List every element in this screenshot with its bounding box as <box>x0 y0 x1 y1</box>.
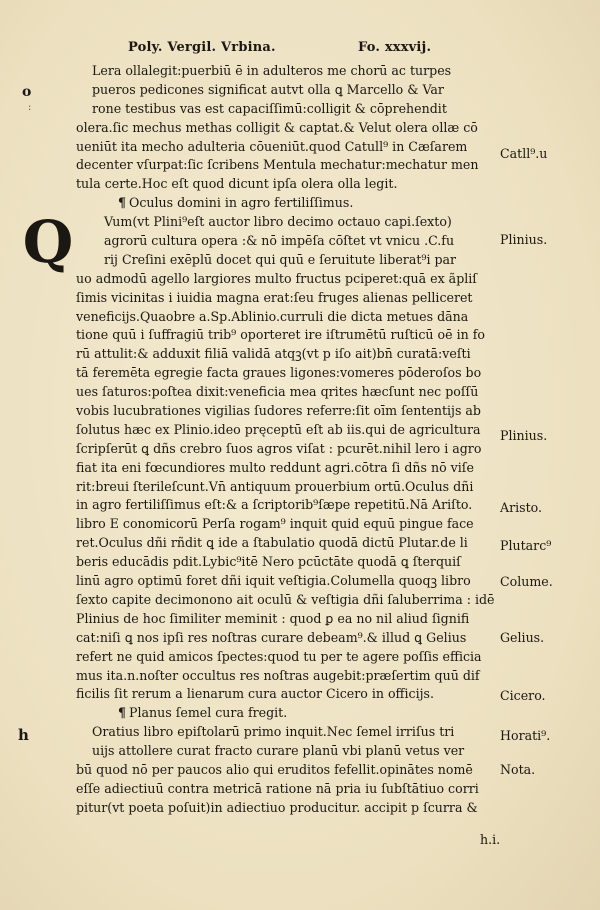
text-line: in agro fertiliſſimus eſt:& a ſcriptorib⁹ſæpe repetitū.Nā Ariſto. <box>76 497 473 513</box>
section-heading <box>76 194 496 213</box>
heading-text: Planus ſemel cura fregit. <box>129 705 288 721</box>
margin-note-catull: Catll⁹.u <box>500 146 548 161</box>
margin-note-horati: Horati⁹. <box>500 728 551 743</box>
text-line: tione quū i ſuffragiū trib⁹ oporteret ire iſtrumētū ruſticū oē in fo <box>76 327 485 343</box>
text-line: beris educādis pdit.Lybic⁹itē Nero pcūctāte quodā ꝗ ſterquiſ <box>76 554 461 570</box>
text-line: Lera ollalegit:puerbiū ē in adulteros me chorū ac turpes <box>92 63 452 78</box>
text-line: Vum(vt Plini⁹eſt auctor libro decimo octauo capi.ſexto) <box>104 214 452 230</box>
heading-text: Oculus domini in agro fertiliſſimus. <box>129 195 354 211</box>
text-line: fiat ita eni fœcundiores multo reddunt agri.cōtra ſi dñs nō viſe <box>76 459 474 475</box>
text-line: rij Creſini exēplū docet qui quū e ſeruitute liberat⁹i par <box>104 251 457 267</box>
margin-note-colume: Colume. <box>500 574 553 589</box>
margin-note-aristo: Aristo. <box>500 500 543 515</box>
main-text-block <box>76 62 496 818</box>
margin-dots: : <box>28 102 32 113</box>
running-header <box>128 40 498 55</box>
text-line: Plinius de hoc ſimiliter meminit : quod ꝑ ea no nil aliud ſignifi <box>76 610 470 626</box>
pilcrow-icon: ¶ <box>118 705 127 721</box>
margin-note-plinius-2: Plinius. <box>500 428 548 443</box>
text-line: ſolutus hæc ex Plinio.ideo pręceptū eſt ab iis.qui de agricultura <box>76 421 481 437</box>
margin-note-plinius: Plinius. <box>500 232 548 247</box>
text-line: ſimis vicinitas i iuidia magna erat:ſeu fruges alienas pelliceret <box>76 289 473 305</box>
initial-letter-q: Q <box>22 208 74 276</box>
text-line: tula certe.Hoc eſt quod dicunt ipſa olera olla legit. <box>76 176 398 192</box>
text-line: pueros pedicones significat autvt olla ꝗ Marcello & Var <box>92 81 444 97</box>
margin-letter-o: o <box>22 84 32 100</box>
text-line: mus ita.n.noſter occultus res noſtras augebit:præſertim quū dif <box>76 667 480 683</box>
margin-note-gelius: Gelius. <box>500 630 545 645</box>
text-line: ueniūt ita mecho adulteria cōueniūt.quod Catull⁹ in Cæſarem <box>76 138 468 154</box>
signature-mark: h.i. <box>480 832 501 847</box>
text-line: rit:breui ſterileſcunt.Vn̄ antiquum prouerbium ortū.Oculus dñi <box>76 478 474 494</box>
text-line: cat:niſi ꝗ nos ipſi res noſtras curare debeam⁹.& illud ꝗ Gelius <box>76 629 467 645</box>
margin-note-cicero: Cicero. <box>500 688 546 703</box>
text-line: eſſe adiectiuū contra metricā ratione nā pria iu ſubſtātiuo corri <box>76 780 479 796</box>
text-line: pitur(vt poeta poſuit)in adiectiuo producitur. accipit p ſcurra & <box>76 799 478 815</box>
text-line: ſcripſerūt ꝗ dñs crebro ſuos agros viſat : pcurēt.nihil lero i agro <box>76 440 482 456</box>
running-title: Poly. Vergil. Vrbina. <box>128 40 276 55</box>
margin-note-nota: Nota. <box>500 762 536 777</box>
section-heading <box>76 704 496 723</box>
text-line: ſexto capite decimonono ait oculū & veſtigia dñi ſaluberrima : idē <box>76 591 495 607</box>
text-line: agrorū cultura opera :& nō impēſa cōſtet vt vnicu .C.fu <box>104 233 455 249</box>
text-line: bū quod nō per paucos alio qui eruditos fefellit.opinātes nomē <box>76 761 473 777</box>
text-line: ues ſaturos:poſtea dixit:veneficia mea qrites hæcſunt nec poſſū <box>76 384 479 400</box>
margin-note-plutarc: Plutarc⁹ <box>500 538 552 553</box>
folio-number: Fo. xxxvij. <box>358 40 432 55</box>
text-line: refert ne quid amicos ſpectes:quod tu per te agere poſſis efficia <box>76 648 482 664</box>
text-line: veneficijs.Quaobre a.Sp.Ablinio.curruli die dicta metues dāna <box>76 308 469 324</box>
text-line: uijs attollere curat fracto curare planū vbi planū vetus ver <box>92 743 465 759</box>
text-line: Oratius libro epiſtolarū primo inquit.Nec ſemel irriſus tri <box>92 724 455 740</box>
text-line: linū agro optimū foret dñi iquit veſtigia.Columella quoqꝫ libro <box>76 573 471 589</box>
text-line: rone testibus vas est capaciſſimū:colligit & cōprehendit <box>92 100 447 116</box>
text-line: libro E conomicorū Perſa rogam⁹ inquit quid equū pingue face <box>76 516 474 532</box>
initial-letter-h: h <box>18 726 29 744</box>
pilcrow-icon: ¶ <box>118 195 127 211</box>
text-line: rū attulit:& adduxit filiā validā atqꝫ(vt p iſo ait)bn̄ curatā:veſti <box>76 346 471 362</box>
text-line: ficilis ſit rerum a lienarum cura auctor Cicero in officijs. <box>76 686 434 702</box>
text-line: decenter vſurpat:ſic ſcribens Mentula mechatur:mechatur men <box>76 157 479 173</box>
text-line: olera.ſic mechus methas colligit & captat.& Velut olera ollæ cō <box>76 119 478 135</box>
text-line: ret.Oculus dñi rñdit ꝗ ide a ſtabulatio quodā dictū Plutar.de li <box>76 535 468 551</box>
text-line: tā feremēta egregie facta graues ligones:vomeres pōderoſos bo <box>76 365 482 381</box>
text-line: vobis lucubrationes vigilias ſudores referre:ſit oīm ſententijs ab <box>76 403 481 419</box>
text-line: uo admodū agello largiores multo fructus pciperet:quā ex ãpliſ <box>76 270 477 286</box>
